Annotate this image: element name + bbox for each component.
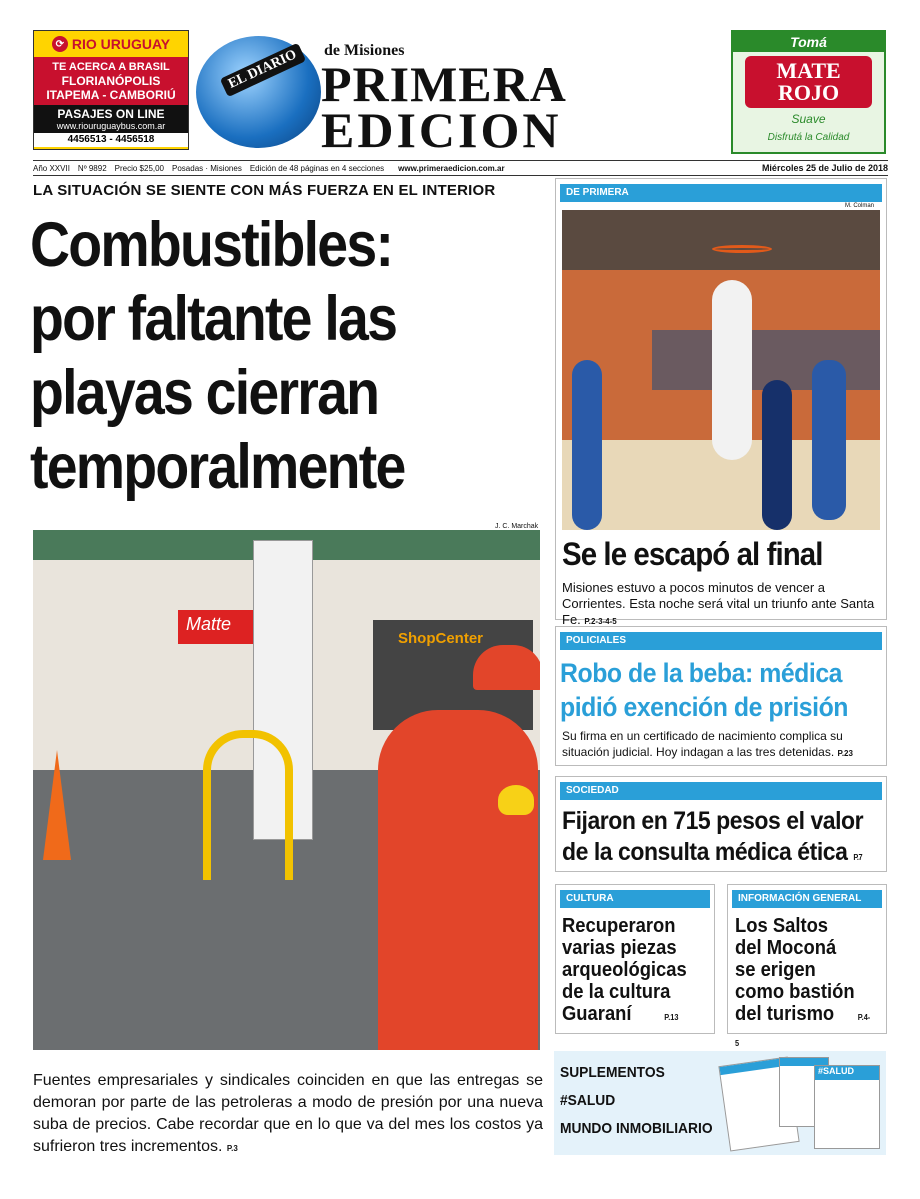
sport-body	[562, 580, 882, 630]
headline-line	[562, 1003, 709, 1029]
photo-credit: J. C. Marchak	[495, 523, 539, 530]
suplementos-thumbs	[724, 1055, 882, 1151]
sociedad-page: P.7	[853, 853, 863, 862]
sport-headline[interactable]: Se le escapó al final	[562, 536, 823, 572]
cultura-headline[interactable]	[562, 915, 709, 1029]
suplementos-title: SUPLEMENTOS	[560, 1064, 665, 1081]
informacion-headline[interactable]	[735, 915, 873, 1055]
cultura-page: P.13	[664, 1013, 679, 1022]
bus-logo-icon: ⟳	[52, 36, 68, 52]
info-bar	[33, 160, 888, 176]
ad-suave: Suave	[791, 112, 826, 126]
policiales-page: P.23	[837, 749, 853, 758]
headline-line: Fijaron en 715 pesos el valor	[562, 807, 864, 835]
ad-line: TE ACERCA A BRASIL	[52, 61, 170, 73]
policiales-body	[562, 728, 884, 762]
main-lead	[33, 1070, 543, 1160]
lead-page: P.3	[226, 1144, 238, 1153]
ad-brand-row	[34, 31, 188, 57]
issue-year: Año XXVII	[33, 163, 70, 173]
thumb-salud-label: #SALUD	[815, 1066, 879, 1080]
main-kicker: LA SITUACIÓN SE SIENTE CON MÁS FUERZA EN EL INTERIOR	[33, 182, 496, 199]
headline-line: se erigen	[735, 959, 816, 981]
ad-brand-line: MATE	[776, 58, 841, 83]
photo-sign: Matte	[178, 610, 288, 644]
headline-line: playas cierran	[30, 358, 379, 428]
ad-brand-line: ROJO	[777, 80, 840, 105]
section-policiales: POLICIALES	[560, 632, 882, 650]
hoop-icon	[712, 245, 772, 253]
masthead-line2: EDICION	[321, 102, 562, 158]
worker-cap	[473, 645, 540, 690]
ad-brand-box	[745, 56, 872, 108]
ad-phones: 4456513 - 4456518	[34, 133, 188, 147]
shell-logo-icon	[498, 785, 534, 815]
player	[572, 360, 602, 530]
ad-url: www.riouruguaybus.com.ar	[56, 121, 166, 131]
informacion-page: P.4-5	[735, 1013, 871, 1048]
headline-line: temporalmente	[30, 432, 405, 502]
ad-brand: RIO URUGUAY	[71, 36, 171, 52]
sociedad-headline[interactable]	[562, 806, 864, 873]
yellow-rail	[203, 730, 293, 880]
mate-rojo-ad[interactable]	[731, 30, 886, 154]
ad-tagline: Disfrutá la Calidad	[767, 132, 850, 143]
issue-edition: Edición de 48 páginas en 4 secciones	[249, 163, 385, 173]
headline-line: pidió exención de prisión	[560, 692, 849, 722]
headline-line: Los Saltos	[735, 915, 829, 937]
globe-label: EL DIARIO	[220, 43, 306, 97]
section-de-primera: DE PRIMERA	[560, 184, 882, 202]
thumb-bar	[719, 1058, 787, 1075]
lead-text: Fuentes empresariales y sindicales coinciden en que las entregas se demoran por parte de las petroleras a modo de presión por una nueva suba de precios. Cabe recordar que en lo que va del mes los costos ya sufrieron tres incrementos.	[33, 1072, 543, 1155]
suplemento-item[interactable]: #SALUD	[560, 1092, 616, 1109]
traffic-cone	[43, 750, 71, 860]
policiales-text: Su firma en un certificado de nacimiento complica su situación judicial. Hoy indagan a las tres detenidas.	[562, 729, 843, 759]
suplementos-box[interactable]	[554, 1051, 886, 1155]
headline-line	[562, 837, 861, 873]
rio-uruguay-ad[interactable]	[33, 30, 189, 150]
suplementos-list	[560, 1059, 713, 1143]
issue-date: Miércoles 25 de Julio de 2018	[761, 163, 888, 173]
headline-text: del turismo	[735, 1003, 835, 1025]
issue-place: Posadas · Misiones	[172, 163, 242, 173]
ad-destinations	[34, 57, 188, 105]
gym-roof	[562, 210, 880, 270]
ad-cta-block	[34, 105, 188, 133]
section-cultura: CULTURA	[560, 890, 710, 908]
sport-photo-credit: M. Colman	[845, 203, 875, 209]
headline-line: Combustibles:	[30, 210, 393, 280]
sport-text: Misiones estuvo a pocos minutos de vencer a Corrientes. Esta noche será vital un triunfo ante Santa Fe.	[562, 580, 875, 627]
headline-line	[735, 1003, 873, 1055]
thumb-salud	[814, 1065, 880, 1149]
ad-toma: Tomá	[733, 32, 884, 52]
headline-line: varias piezas	[562, 937, 677, 959]
masthead-line1: PRIMERA	[321, 56, 567, 112]
ad-cta: PASAJES ON LINE	[57, 107, 165, 121]
ad-line: ITAPEMA - CAMBORIÚ	[46, 88, 176, 102]
headline-line: como bastión	[735, 981, 855, 1003]
headline-line: del Moconá	[735, 937, 837, 959]
headline-line: Recuperaron	[562, 915, 676, 937]
section-informacion: INFORMACIÓN GENERAL	[732, 890, 882, 908]
masthead[interactable]	[196, 30, 726, 158]
headline-line: por faltante las	[30, 284, 397, 354]
policiales-headline[interactable]	[560, 656, 859, 724]
station-worker	[378, 710, 538, 1050]
sport-photo[interactable]	[562, 210, 880, 530]
headline-text: Guaraní	[562, 1003, 632, 1025]
player	[812, 360, 846, 520]
sport-page: P.2-3-4-5	[584, 617, 617, 626]
site-link[interactable]: www.primeraedicion.com.ar	[398, 163, 505, 173]
suplemento-item[interactable]: MUNDO INMOBILIARIO	[560, 1120, 713, 1137]
masthead-subtitle: de Misiones	[324, 42, 405, 59]
issue-price: Precio $25,00	[114, 163, 165, 173]
player	[762, 380, 792, 530]
photo-shop-sign: ShopCenter	[398, 630, 484, 647]
headline-line: de la cultura	[562, 981, 671, 1003]
ad-line: FLORIANÓPOLIS	[61, 74, 161, 88]
headline-line: arqueológicas	[562, 959, 687, 981]
headline-line: Robo de la beba: médica	[560, 658, 843, 688]
player	[712, 280, 752, 460]
issue-number: Nº 9892	[77, 163, 107, 173]
main-photo[interactable]	[33, 530, 540, 1050]
headline-text: de la consulta médica ética	[562, 838, 848, 866]
main-headline[interactable]	[30, 208, 483, 504]
section-sociedad: SOCIEDAD	[560, 782, 882, 800]
